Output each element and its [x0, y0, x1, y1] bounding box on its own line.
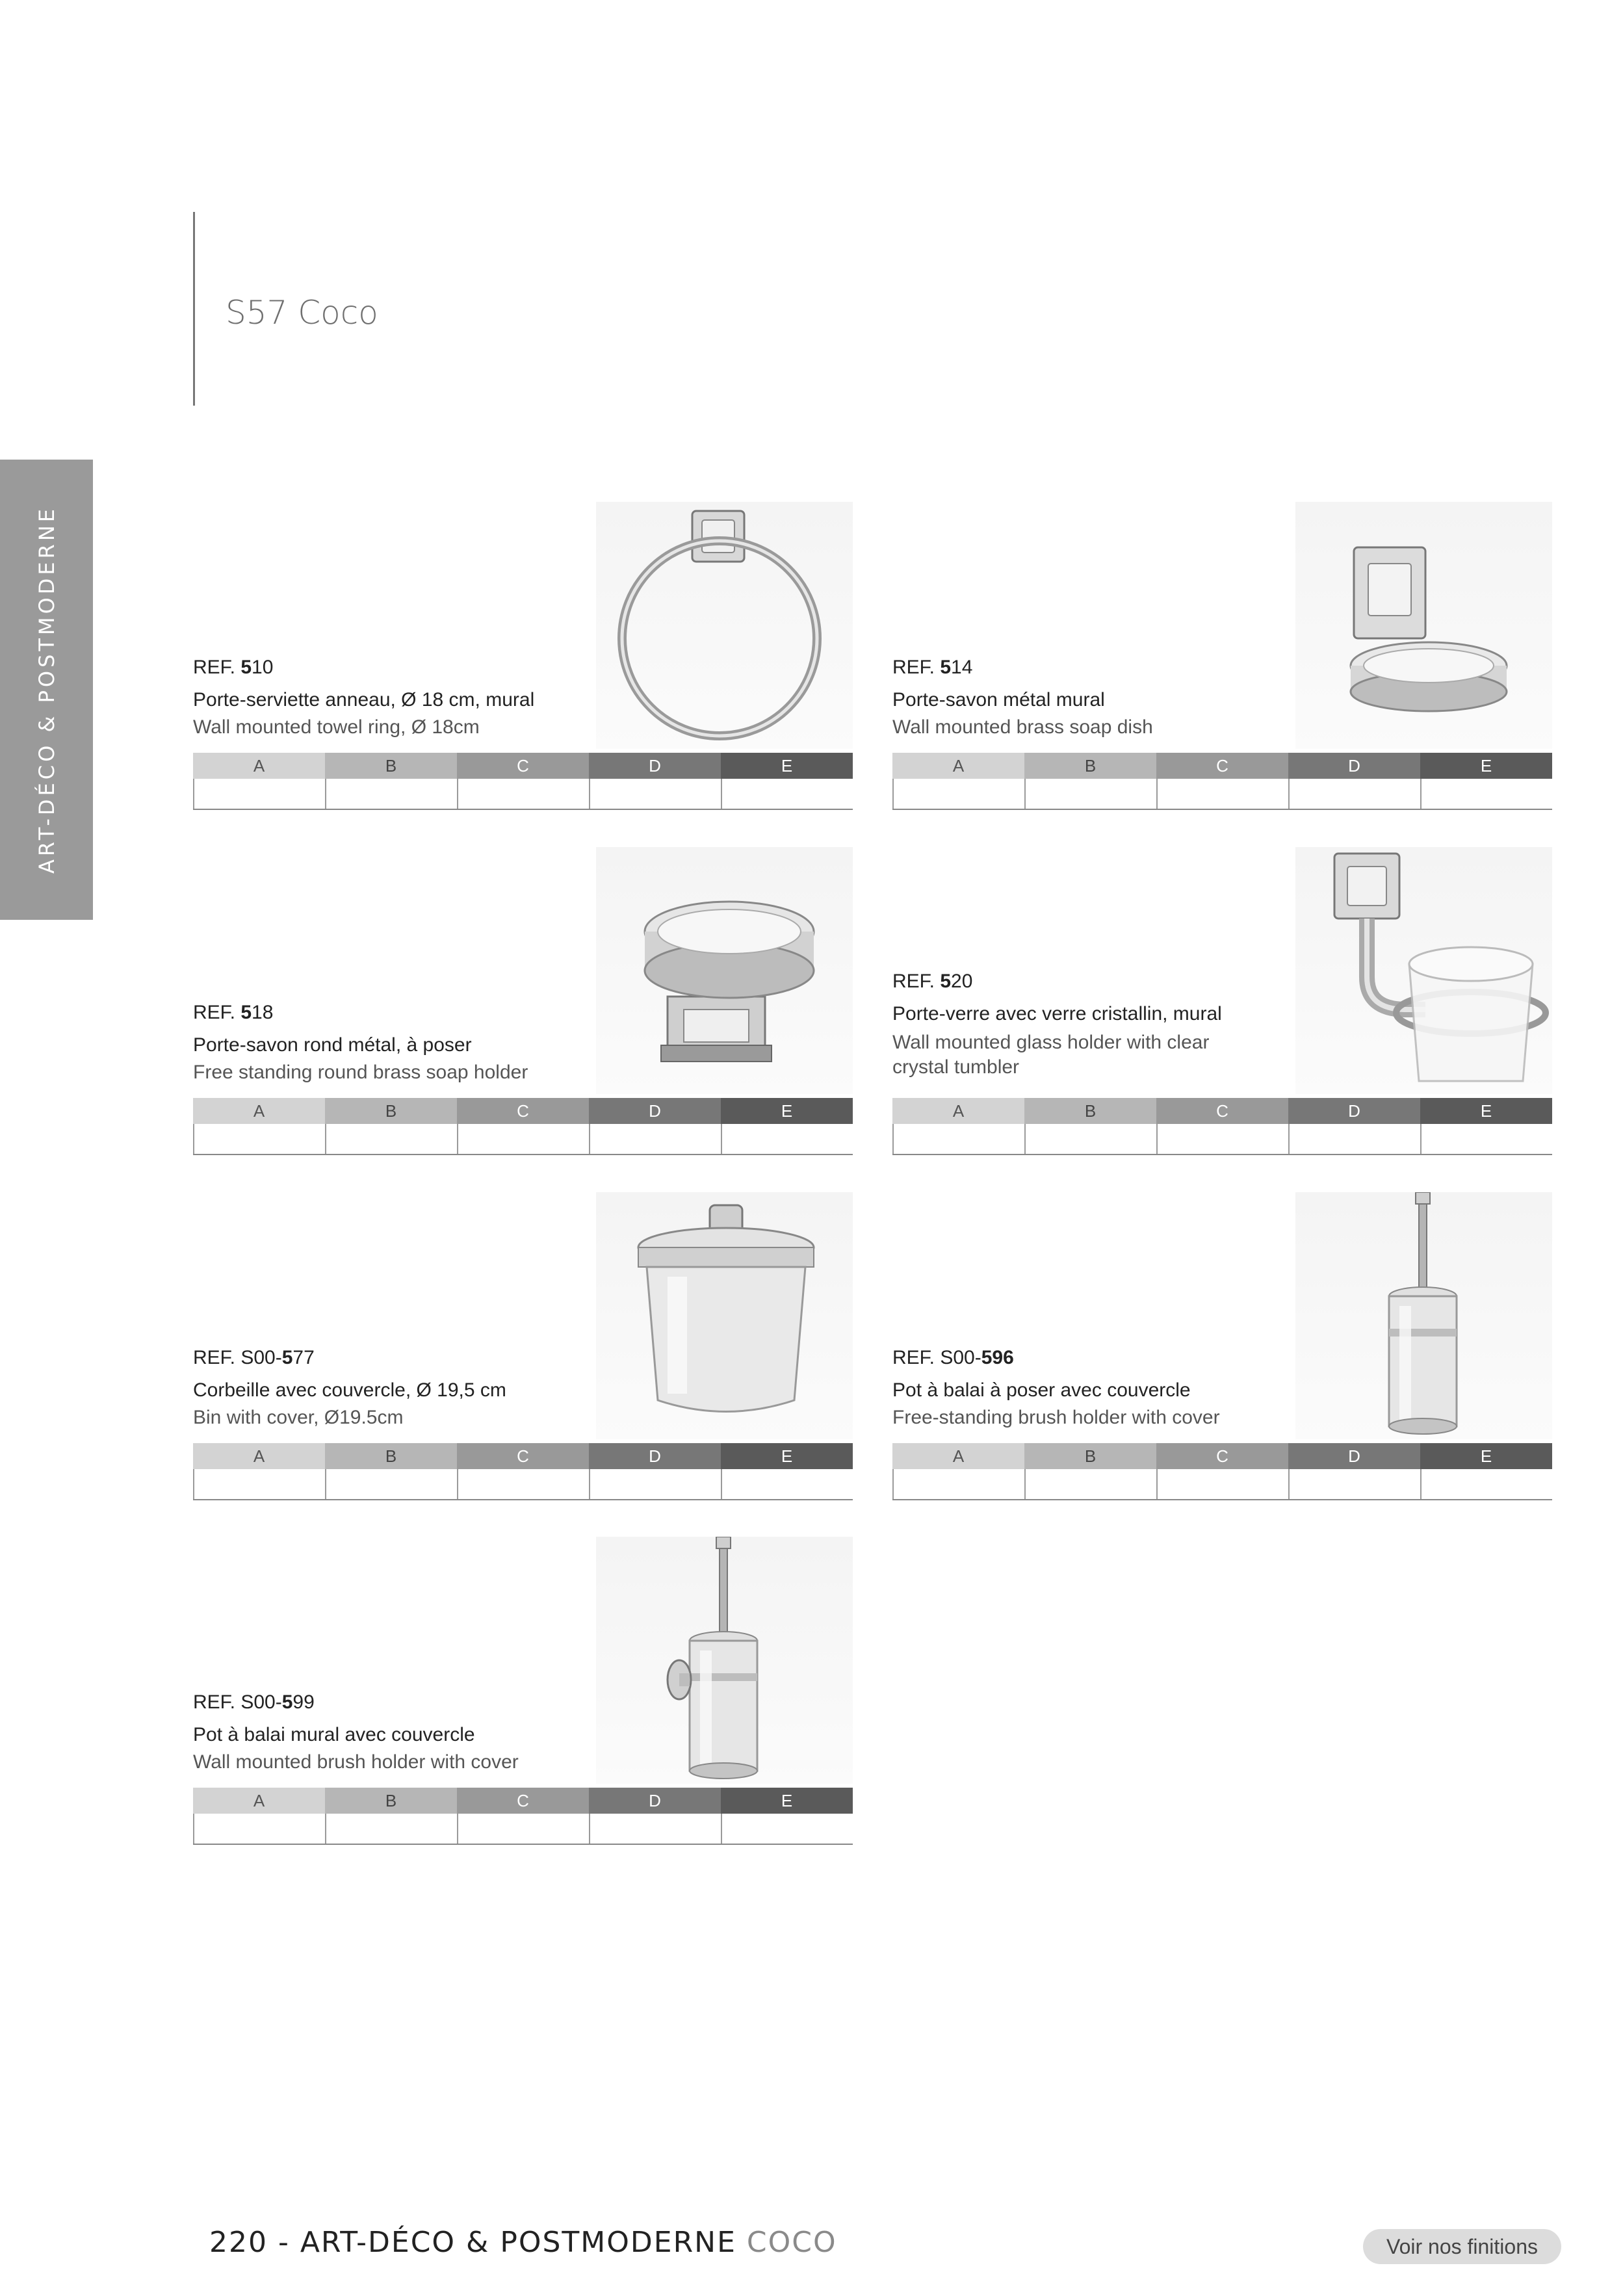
- product-name-fr: Corbeille avec couvercle, Ø 19,5 cm: [193, 1379, 506, 1401]
- brush-holder-wall-icon: [596, 1537, 853, 1784]
- product-name-fr: Porte-serviette anneau, Ø 18 cm, mural: [193, 689, 535, 711]
- product-name-en: Wall mounted brush holder with cover: [193, 1751, 519, 1773]
- finish-cell-a: [892, 779, 1024, 809]
- finish-cell-e: [1420, 1469, 1552, 1499]
- finish-table: [193, 1788, 853, 1845]
- finish-cell-a: [193, 1124, 325, 1154]
- brush-holder-standing-icon: [1295, 1192, 1552, 1439]
- finish-c[interactable]: C: [457, 1098, 589, 1124]
- finish-cell-e: [1420, 1124, 1552, 1154]
- section-side-tab: [0, 460, 93, 920]
- finish-table: [892, 1443, 1552, 1500]
- product-name-fr: Pot à balai à poser avec couvercle: [892, 1379, 1191, 1401]
- finish-d[interactable]: D: [1288, 1443, 1420, 1469]
- product-514: [892, 502, 1552, 788]
- finish-cell-b: [325, 1469, 457, 1499]
- side-tab-label: ART-DÉCO & POSTMODERNE: [34, 505, 59, 874]
- finish-cell-b: [1024, 1469, 1156, 1499]
- product-ref: REF. S00-577: [193, 1347, 315, 1368]
- finish-cell-a: [193, 1814, 325, 1844]
- finish-c[interactable]: C: [457, 1788, 589, 1814]
- product-name-fr: Porte-verre avec verre cristallin, mural: [892, 1003, 1222, 1024]
- finish-cell-b: [1024, 1124, 1156, 1154]
- finish-a[interactable]: A: [193, 1098, 325, 1124]
- finish-cell-a: [892, 1124, 1024, 1154]
- product-ref: REF. 520: [892, 971, 973, 992]
- product-name-en: Bin with cover, Ø19.5cm: [193, 1407, 404, 1428]
- finish-cell-a: [193, 779, 325, 809]
- finish-cell-b: [325, 1124, 457, 1154]
- finish-a[interactable]: A: [193, 753, 325, 779]
- glass-holder-icon: [1295, 847, 1552, 1094]
- finish-table: [193, 1098, 853, 1155]
- finish-cell-c: [1156, 779, 1288, 809]
- finish-cell-a: [892, 1469, 1024, 1499]
- finish-b[interactable]: B: [325, 1443, 457, 1469]
- finish-b[interactable]: B: [1024, 753, 1156, 779]
- finish-cell-b: [325, 779, 457, 809]
- finish-c[interactable]: C: [1156, 1443, 1288, 1469]
- product-s00-599: [193, 1537, 853, 1823]
- finish-a[interactable]: A: [892, 753, 1024, 779]
- finish-cell-a: [193, 1469, 325, 1499]
- finish-cell-c: [457, 1469, 589, 1499]
- finish-e[interactable]: E: [1420, 1443, 1552, 1469]
- product-ref: REF. S00-599: [193, 1691, 315, 1713]
- finish-e[interactable]: E: [721, 1788, 853, 1814]
- finish-cell-d: [1288, 779, 1420, 809]
- finish-cell-d: [589, 1124, 721, 1154]
- finish-e[interactable]: E: [721, 1098, 853, 1124]
- finish-e[interactable]: E: [721, 1443, 853, 1469]
- finish-cell-c: [457, 779, 589, 809]
- finish-cell-e: [721, 779, 853, 809]
- finish-a[interactable]: A: [193, 1443, 325, 1469]
- finish-c[interactable]: C: [457, 753, 589, 779]
- finish-cell-d: [589, 779, 721, 809]
- finish-a[interactable]: A: [892, 1443, 1024, 1469]
- product-name-en: Wall mounted brass soap dish: [892, 716, 1153, 738]
- finish-cell-d: [1288, 1124, 1420, 1154]
- finish-cell-c: [457, 1124, 589, 1154]
- finish-d[interactable]: D: [589, 1788, 721, 1814]
- finish-a[interactable]: A: [892, 1098, 1024, 1124]
- finish-b[interactable]: B: [1024, 1098, 1156, 1124]
- finish-table: [892, 753, 1552, 810]
- product-s00-596: [892, 1192, 1552, 1478]
- product-name-en: Free-standing brush holder with cover: [892, 1407, 1220, 1428]
- finish-cell-c: [1156, 1469, 1288, 1499]
- finish-a[interactable]: A: [193, 1788, 325, 1814]
- finish-cell-e: [721, 1124, 853, 1154]
- finish-c[interactable]: C: [457, 1443, 589, 1469]
- finish-c[interactable]: C: [1156, 753, 1288, 779]
- product-ref: REF. S00-596: [892, 1347, 1014, 1368]
- finish-cell-e: [1420, 779, 1552, 809]
- finish-cell-e: [721, 1469, 853, 1499]
- soap-dish-standing-icon: [596, 847, 853, 1094]
- product-s00-577: [193, 1192, 853, 1478]
- finish-table: [892, 1098, 1552, 1155]
- product-510: [193, 502, 853, 788]
- product-ref: REF. 510: [193, 657, 274, 678]
- page-footer: [209, 2226, 837, 2259]
- product-name-en: Wall mounted glass holder with clear crystal tumbler: [892, 1032, 1210, 1078]
- footer-text: 220 - ART-DÉCO & POSTMODERNE: [209, 2226, 747, 2259]
- bin-icon: [596, 1192, 853, 1439]
- finish-d[interactable]: D: [1288, 1098, 1420, 1124]
- finish-e[interactable]: E: [721, 753, 853, 779]
- soap-dish-wall-icon: [1295, 502, 1552, 749]
- view-finishes-button[interactable]: Voir nos finitions: [1363, 2229, 1561, 2264]
- finish-e[interactable]: E: [1420, 1098, 1552, 1124]
- product-name-fr: Porte-savon métal mural: [892, 689, 1105, 711]
- finish-e[interactable]: E: [1420, 753, 1552, 779]
- finish-cell-c: [457, 1814, 589, 1844]
- finish-cell-b: [1024, 779, 1156, 809]
- finish-b[interactable]: B: [325, 1098, 457, 1124]
- product-518: [193, 847, 853, 1133]
- finish-d[interactable]: D: [589, 753, 721, 779]
- footer-accent: COCO: [746, 2226, 837, 2259]
- finish-table: [193, 753, 853, 810]
- page-title: S57 Coco: [226, 294, 378, 332]
- finish-b[interactable]: B: [325, 753, 457, 779]
- finish-cell-d: [589, 1814, 721, 1844]
- finish-d[interactable]: D: [589, 1098, 721, 1124]
- product-name-fr: Porte-savon rond métal, à poser: [193, 1034, 472, 1056]
- title-divider: [193, 212, 195, 406]
- finish-table: [193, 1443, 853, 1500]
- finish-cell-d: [1288, 1469, 1420, 1499]
- product-ref: REF. 514: [892, 657, 973, 678]
- finish-d[interactable]: D: [1288, 753, 1420, 779]
- finish-b[interactable]: B: [325, 1788, 457, 1814]
- towel-ring-icon: [596, 502, 853, 749]
- finish-d[interactable]: D: [589, 1443, 721, 1469]
- product-name-en: Free standing round brass soap holder: [193, 1062, 528, 1083]
- product-name-fr: Pot à balai mural avec couvercle: [193, 1724, 475, 1745]
- finish-cell-c: [1156, 1124, 1288, 1154]
- finish-b[interactable]: B: [1024, 1443, 1156, 1469]
- product-name-en: Wall mounted towel ring, Ø 18cm: [193, 716, 480, 738]
- product-ref: REF. 518: [193, 1002, 274, 1023]
- finish-cell-b: [325, 1814, 457, 1844]
- finish-cell-d: [589, 1469, 721, 1499]
- finish-c[interactable]: C: [1156, 1098, 1288, 1124]
- finish-cell-e: [721, 1814, 853, 1844]
- product-520: [892, 847, 1552, 1133]
